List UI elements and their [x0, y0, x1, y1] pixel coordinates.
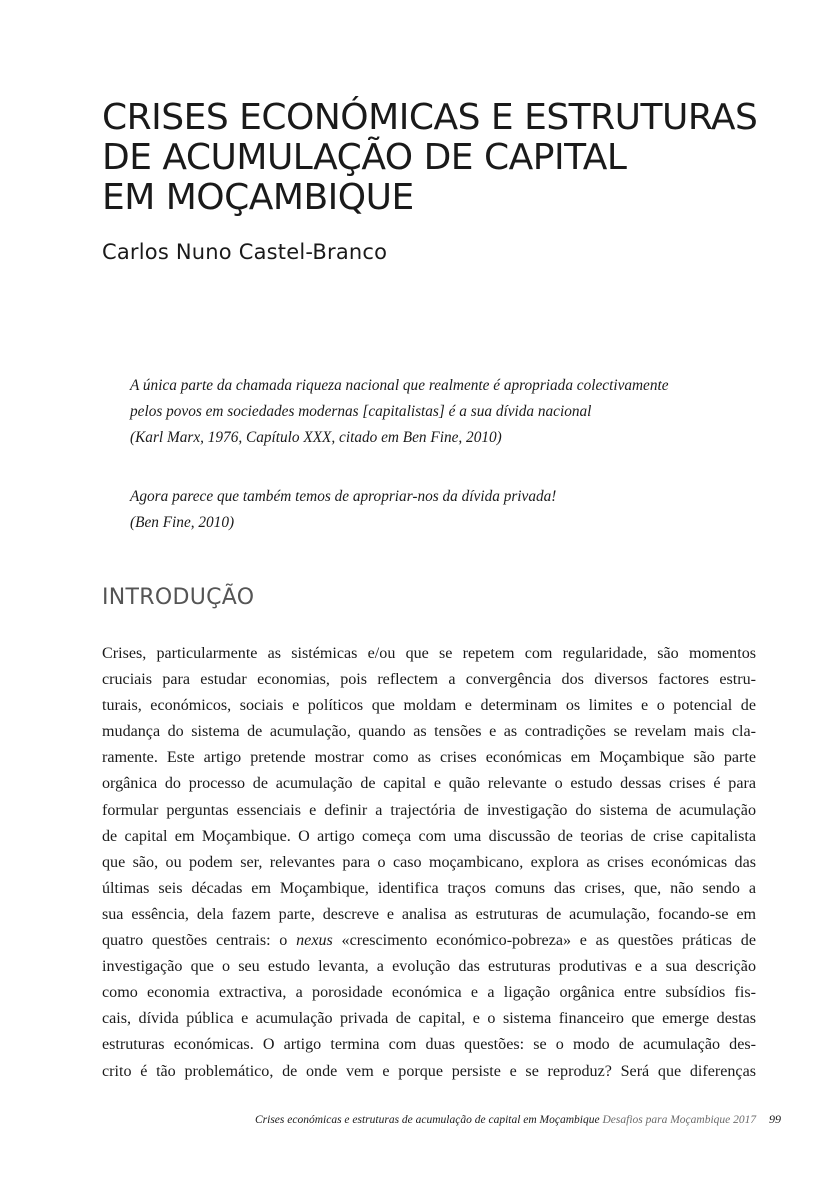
body-line: Crises, particularmente as sistémicas e/ou que se repetem com regularidade, são momentos	[102, 645, 756, 662]
title-line-1: CRISES ECONÓMICAS E ESTRUTURAS	[102, 97, 758, 138]
body-line: orgânica do processo de acumulação de capital e quão relevante o estudo dessas crises é para	[102, 775, 756, 793]
author-name: Carlos Nuno Castel-Branco	[102, 240, 388, 264]
title-line-2: DE ACUMULAÇÃO DE CAPITAL	[102, 137, 627, 178]
epigraph-line: A única parte da chamada riqueza nacional que realmente é apropriada colectivamente	[130, 377, 669, 394]
epigraph-line: pelos povos em sociedades modernas [capitalistas] é a sua dívida nacional	[130, 403, 592, 420]
epigraph-marx	[130, 373, 730, 451]
page-number: 99	[769, 1112, 781, 1126]
body-line: formular perguntas essenciais e definir a trajectória de investigação do sistema de acumulação	[102, 801, 756, 819]
page-footer	[255, 1111, 781, 1128]
article-title	[102, 98, 782, 218]
body-line: estruturas económicas. O artigo termina com duas questões: se o modo de acumulação des-	[102, 1036, 756, 1054]
body-line: crito é tão problemático, de onde vem e porque persiste e se reproduz? Será que diferenças	[102, 1062, 756, 1080]
body-line: investigação que o seu estudo levanta, a evolução das estruturas produtivas e a sua descrição	[102, 958, 756, 976]
body-line: como economia extractiva, a porosidade económica e a ligação orgânica entre subsídios fis-	[102, 984, 756, 1002]
body-line: de capital em Moçambique. O artigo começa com uma discussão de teorias de crise capitalista	[102, 827, 756, 845]
body-line: quatro questões centrais: o nexus «crescimento económico-pobreza» e as questões práticas de	[102, 932, 756, 950]
body-line: mudança do sistema de acumulação, quando as tensões e as contradições se revelam mais cla-	[102, 723, 756, 741]
body-line: turais, económicos, sociais e políticos que moldam e determinam os limites e o potencial de	[102, 697, 756, 715]
epigraph-citation: (Ben Fine, 2010)	[130, 514, 235, 531]
body-line: ramente. Este artigo pretende mostrar como as crises económicas em Moçambique são parte	[102, 749, 756, 767]
section-heading: INTRODUÇÃO	[102, 585, 255, 610]
body-line: últimas seis décadas em Moçambique, identifica traços comuns das crises, que, não sendo a	[102, 879, 756, 897]
epigraph-fine	[130, 484, 730, 536]
body-line: cruciais para estudar economias, pois reflectem a convergência dos diversos factores estru-	[102, 671, 756, 689]
body-paragraph	[102, 641, 756, 1085]
footer-article-title: Crises económicas e estruturas de acumulação de capital em Moçambique	[254, 1114, 600, 1126]
epigraph-line: Agora parece que também temos de apropriar-nos da dívida privada!	[130, 488, 557, 505]
body-line: cais, dívida pública e acumulação privada de capital, e o sistema financeiro que emerge destas	[102, 1010, 756, 1028]
body-line: sua essência, dela fazem parte, descreve e analisa as estruturas de acumulação, focando-se em	[102, 905, 756, 923]
footer-journal-title: Desafios para Moçambique 2017	[602, 1114, 757, 1126]
body-line: que são, ou podem ser, relevantes para o caso moçambicano, explora as crises económicas das	[102, 853, 756, 871]
title-line-3: EM MOÇAMBIQUE	[102, 177, 414, 218]
epigraph-citation: (Karl Marx, 1976, Capítulo XXX, citado em Ben Fine, 2010)	[130, 429, 502, 446]
